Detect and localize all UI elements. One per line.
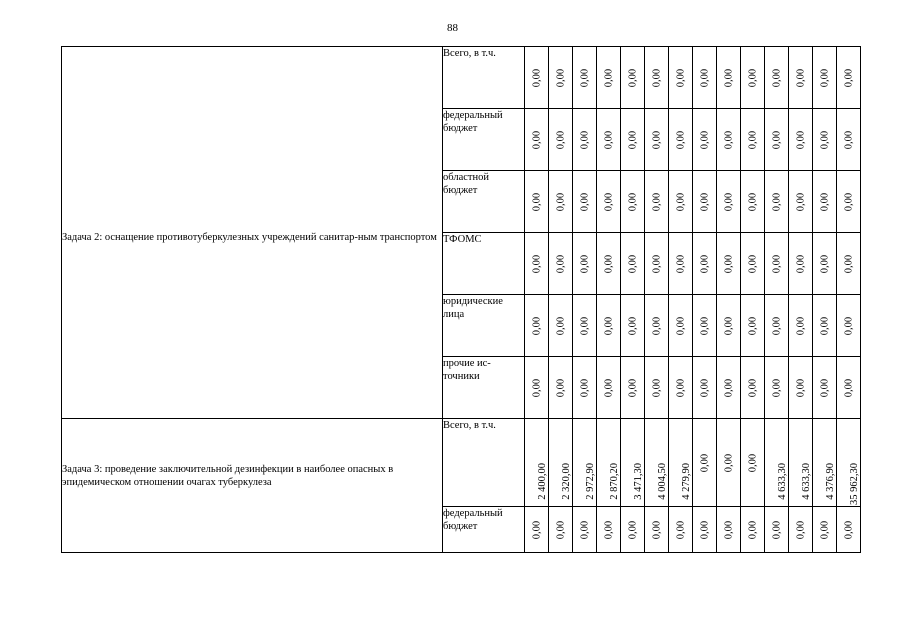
value-text: 0,00 [531, 192, 542, 211]
value-cell [765, 233, 789, 295]
funding-source: прочие ис-точники [443, 357, 525, 419]
value-cell [573, 109, 597, 171]
value-cell [573, 419, 597, 507]
value-text: 0,00 [603, 130, 614, 149]
value-cell [621, 171, 645, 233]
value-text: 0,00 [771, 68, 782, 87]
value-cell [621, 295, 645, 357]
value-text: 0,00 [555, 316, 566, 335]
value-text: 0,00 [699, 192, 710, 211]
value-text: 0,00 [627, 378, 638, 397]
value-cell [525, 419, 549, 507]
value-cell [741, 171, 765, 233]
value-cell [741, 419, 765, 507]
value-cell [645, 419, 669, 507]
value-cell [813, 47, 837, 109]
value-text: 0,00 [795, 254, 806, 273]
value-cell [765, 47, 789, 109]
value-cell [693, 507, 717, 553]
value-text: 0,00 [723, 316, 734, 335]
value-cell [621, 47, 645, 109]
value-cell [525, 109, 549, 171]
value-cell [789, 507, 813, 553]
value-text: 4 376,90 [824, 462, 836, 500]
value-cell [813, 109, 837, 171]
value-cell [837, 47, 861, 109]
value-text: 0,00 [579, 378, 590, 397]
value-text: 0,00 [603, 68, 614, 87]
value-cell [669, 419, 693, 507]
value-text: 0,00 [723, 130, 734, 149]
value-text: 0,00 [819, 378, 830, 397]
value-text: 0,00 [747, 453, 758, 472]
value-text: 0,00 [531, 316, 542, 335]
value-text: 2 870,20 [608, 462, 620, 500]
value-text: 0,00 [675, 378, 686, 397]
value-cell [669, 507, 693, 553]
value-text: 0,00 [819, 316, 830, 335]
value-text: 0,00 [579, 316, 590, 335]
value-cell [717, 419, 741, 507]
value-cell [621, 507, 645, 553]
value-cell [741, 109, 765, 171]
value-cell [549, 47, 573, 109]
value-cell [717, 357, 741, 419]
value-text: 0,00 [555, 378, 566, 397]
value-cell [621, 357, 645, 419]
value-text: 0,00 [579, 68, 590, 87]
value-text: 0,00 [627, 520, 638, 539]
value-cell [813, 295, 837, 357]
value-cell [717, 233, 741, 295]
value-cell [525, 507, 549, 553]
budget-table [61, 46, 861, 553]
value-text: 0,00 [747, 68, 758, 87]
value-cell [549, 295, 573, 357]
value-text: 0,00 [579, 130, 590, 149]
value-text: 0,00 [579, 520, 590, 539]
value-text: 0,00 [651, 316, 662, 335]
value-text: 0,00 [603, 378, 614, 397]
value-cell [789, 419, 813, 507]
value-text: 0,00 [555, 68, 566, 87]
value-cell [525, 47, 549, 109]
task-title: Задача 2: оснащение противотуберкулезных учреждений санитар-ным транспортом [62, 232, 437, 243]
value-text: 0,00 [771, 520, 782, 539]
value-text: 0,00 [699, 520, 710, 539]
value-cell [597, 357, 621, 419]
value-text: 4 004,50 [656, 462, 668, 500]
value-cell [693, 171, 717, 233]
funding-source: юридические лица [443, 295, 525, 357]
value-cell [717, 171, 741, 233]
value-cell [597, 47, 621, 109]
value-cell [549, 109, 573, 171]
value-cell [837, 357, 861, 419]
value-cell [813, 357, 837, 419]
value-text: 0,00 [723, 378, 734, 397]
value-text: 0,00 [747, 316, 758, 335]
value-cell [789, 357, 813, 419]
value-cell [621, 233, 645, 295]
value-cell [525, 295, 549, 357]
value-text: 0,00 [675, 316, 686, 335]
value-text: 0,00 [747, 254, 758, 273]
value-cell [717, 109, 741, 171]
value-cell [573, 507, 597, 553]
value-text: 0,00 [747, 520, 758, 539]
value-text: 0,00 [843, 130, 854, 149]
value-text: 0,00 [531, 130, 542, 149]
value-cell [765, 171, 789, 233]
value-cell [597, 419, 621, 507]
table-row [62, 47, 861, 109]
value-cell [669, 295, 693, 357]
value-text: 0,00 [819, 192, 830, 211]
value-cell [789, 233, 813, 295]
value-cell [789, 109, 813, 171]
value-cell [549, 171, 573, 233]
task-cell [62, 47, 443, 419]
value-text: 0,00 [675, 192, 686, 211]
value-text: 0,00 [723, 453, 734, 472]
value-text: 0,00 [627, 130, 638, 149]
value-text: 0,00 [651, 68, 662, 87]
value-text: 0,00 [675, 520, 686, 539]
value-text: 0,00 [723, 68, 734, 87]
value-text: 0,00 [651, 130, 662, 149]
value-text: 3 471,30 [632, 462, 644, 500]
value-text: 0,00 [747, 192, 758, 211]
value-text: 0,00 [843, 520, 854, 539]
value-text: 0,00 [603, 254, 614, 273]
value-text: 4 633,30 [800, 462, 812, 500]
value-text: 0,00 [819, 520, 830, 539]
value-cell [741, 295, 765, 357]
value-cell [765, 357, 789, 419]
value-cell [717, 295, 741, 357]
value-text: 0,00 [843, 378, 854, 397]
value-cell [741, 233, 765, 295]
value-text: 0,00 [627, 316, 638, 335]
value-cell [669, 171, 693, 233]
value-text: 0,00 [531, 254, 542, 273]
value-cell [645, 233, 669, 295]
value-text: 0,00 [603, 192, 614, 211]
value-cell [549, 419, 573, 507]
value-cell [669, 47, 693, 109]
value-cell [837, 419, 861, 507]
value-cell [837, 109, 861, 171]
value-cell [813, 233, 837, 295]
value-cell [621, 109, 645, 171]
value-text: 4 279,90 [680, 462, 692, 500]
value-cell [789, 295, 813, 357]
value-cell [645, 507, 669, 553]
value-text: 0,00 [699, 254, 710, 273]
funding-source: федеральный бюджет [443, 507, 525, 553]
value-text: 0,00 [555, 130, 566, 149]
value-text: 0,00 [579, 192, 590, 211]
value-text: 0,00 [531, 68, 542, 87]
value-cell [597, 295, 621, 357]
value-cell [789, 47, 813, 109]
value-text: 0,00 [747, 378, 758, 397]
value-text: 0,00 [675, 130, 686, 149]
funding-source: ТФОМС [443, 233, 525, 295]
value-text: 0,00 [771, 316, 782, 335]
value-text: 0,00 [723, 254, 734, 273]
value-text: 0,00 [795, 520, 806, 539]
value-cell [693, 357, 717, 419]
value-text: 0,00 [795, 68, 806, 87]
value-text: 0,00 [579, 254, 590, 273]
value-cell [549, 507, 573, 553]
value-cell [693, 109, 717, 171]
value-text: 0,00 [627, 68, 638, 87]
value-cell [813, 171, 837, 233]
value-text: 0,00 [699, 378, 710, 397]
value-cell [765, 507, 789, 553]
value-text: 0,00 [651, 378, 662, 397]
value-text: 0,00 [531, 378, 542, 397]
value-cell [645, 295, 669, 357]
value-text: 0,00 [723, 192, 734, 211]
value-cell [621, 419, 645, 507]
value-text: 0,00 [819, 130, 830, 149]
value-text: 35 962,30 [848, 462, 860, 505]
value-text: 0,00 [699, 316, 710, 335]
value-cell [741, 357, 765, 419]
value-cell [573, 47, 597, 109]
value-text: 0,00 [627, 192, 638, 211]
value-text: 0,00 [675, 254, 686, 273]
value-cell [813, 507, 837, 553]
value-cell [693, 233, 717, 295]
value-cell [549, 233, 573, 295]
value-text: 0,00 [843, 316, 854, 335]
value-cell [597, 109, 621, 171]
value-cell [669, 357, 693, 419]
value-text: 0,00 [771, 254, 782, 273]
value-text: 0,00 [795, 378, 806, 397]
value-cell [741, 47, 765, 109]
value-text: 0,00 [603, 316, 614, 335]
value-text: 2 320,00 [560, 462, 572, 500]
value-text: 0,00 [819, 68, 830, 87]
value-cell [669, 109, 693, 171]
value-text: 0,00 [555, 520, 566, 539]
value-text: 0,00 [843, 192, 854, 211]
value-cell [573, 295, 597, 357]
value-cell [573, 233, 597, 295]
value-cell [525, 233, 549, 295]
value-text: 0,00 [699, 68, 710, 87]
value-cell [717, 47, 741, 109]
value-text: 0,00 [795, 192, 806, 211]
value-text: 0,00 [747, 130, 758, 149]
value-cell [717, 507, 741, 553]
value-cell [789, 171, 813, 233]
task-cell [62, 419, 443, 553]
value-text: 2 972,90 [584, 462, 596, 500]
value-text: 0,00 [771, 130, 782, 149]
value-text: 0,00 [603, 520, 614, 539]
value-cell [549, 357, 573, 419]
value-cell [837, 507, 861, 553]
value-text: 0,00 [843, 68, 854, 87]
value-text: 0,00 [627, 254, 638, 273]
value-cell [765, 109, 789, 171]
value-text: 0,00 [699, 130, 710, 149]
value-cell [693, 47, 717, 109]
value-text: 0,00 [795, 316, 806, 335]
value-text: 0,00 [819, 254, 830, 273]
value-cell [597, 233, 621, 295]
value-text: 4 633,30 [776, 462, 788, 500]
value-cell [765, 419, 789, 507]
value-text: 0,00 [531, 520, 542, 539]
value-cell [573, 171, 597, 233]
page-number: 88 [447, 22, 458, 34]
value-cell [669, 233, 693, 295]
value-text: 0,00 [555, 254, 566, 273]
value-cell [597, 171, 621, 233]
value-cell [573, 357, 597, 419]
value-text: 0,00 [771, 192, 782, 211]
task-title: Задача 3: проведение заключительной дезинфекции в наиболее опасных в эпидемическом отношении очагах туберкулеза [62, 464, 394, 488]
value-cell [741, 507, 765, 553]
value-cell [525, 171, 549, 233]
value-cell [693, 295, 717, 357]
value-text: 0,00 [795, 130, 806, 149]
value-text: 2 400,00 [536, 462, 548, 500]
value-text: 0,00 [843, 254, 854, 273]
value-text: 0,00 [675, 68, 686, 87]
value-cell [813, 419, 837, 507]
funding-source: Всего, в т.ч. [443, 419, 525, 507]
value-text: 0,00 [771, 378, 782, 397]
value-cell [645, 357, 669, 419]
value-cell [525, 357, 549, 419]
value-text: 0,00 [651, 192, 662, 211]
value-cell [837, 295, 861, 357]
funding-source: Всего, в т.ч. [443, 47, 525, 109]
value-cell [645, 47, 669, 109]
table-row [62, 419, 861, 507]
funding-source: областной бюджет [443, 171, 525, 233]
value-cell [645, 109, 669, 171]
value-cell [645, 171, 669, 233]
value-text: 0,00 [555, 192, 566, 211]
value-cell [765, 295, 789, 357]
value-text: 0,00 [699, 453, 710, 472]
value-cell [837, 171, 861, 233]
value-text: 0,00 [723, 520, 734, 539]
value-text: 0,00 [651, 254, 662, 273]
value-cell [837, 233, 861, 295]
value-text: 0,00 [651, 520, 662, 539]
funding-source: федеральный бюджет [443, 109, 525, 171]
value-cell [597, 507, 621, 553]
value-cell [693, 419, 717, 507]
